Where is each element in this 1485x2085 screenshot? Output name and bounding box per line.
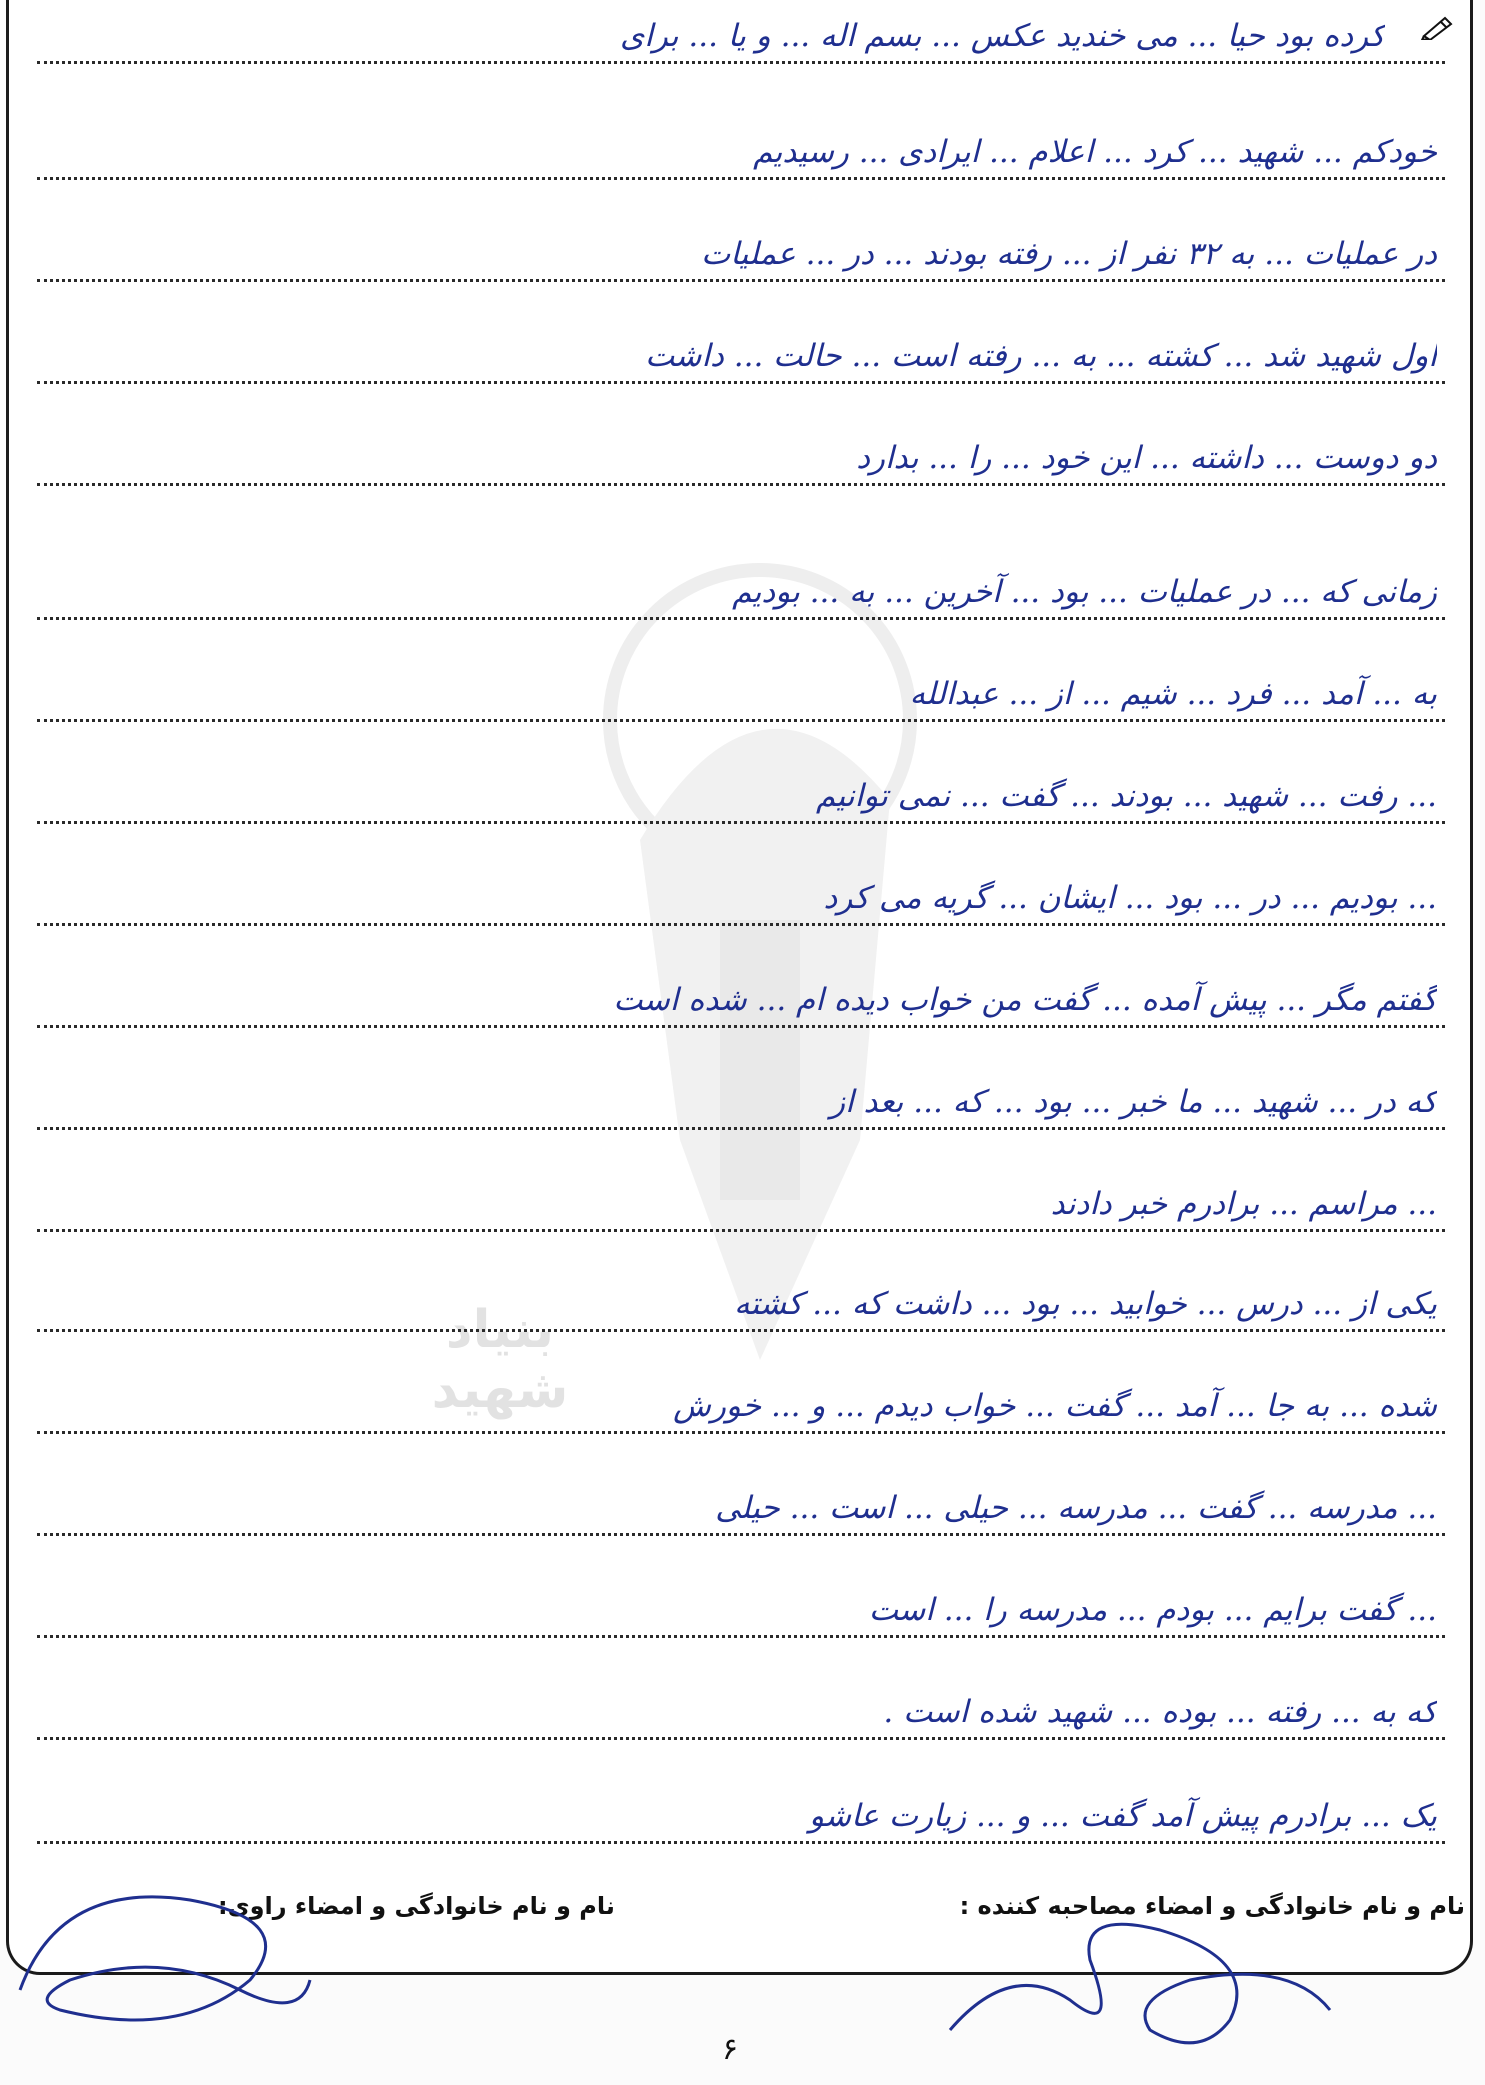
text-line (25, 1578, 1445, 1638)
handwritten-text: دو دوست ... داشته ... این خود ... را ... بدارد (856, 440, 1437, 476)
handwritten-text: خودکم ... شهید ... کرد ... اعلام ... ایرادی ... رسیدیم (753, 134, 1437, 170)
interviewer-signature (930, 1840, 1350, 2060)
text-line (25, 968, 1445, 1028)
handwritten-text: کرده بود حیا ... می خندید عکس ... بسم اله ... و یا ... برای (619, 18, 1385, 54)
text-line (25, 662, 1445, 722)
text-line (25, 1272, 1445, 1332)
handwritten-text: شده ... به جا ... آمد ... گفت ... خواب دیدم ... و ... خورش (673, 1388, 1437, 1424)
text-line (25, 1374, 1445, 1434)
text-line (25, 4, 1445, 64)
handwritten-text: یکی از ... درس ... خوابید ... بود ... داشت که ... کشته (734, 1286, 1437, 1322)
text-line (25, 1172, 1445, 1232)
text-line (25, 764, 1445, 824)
text-line (25, 866, 1445, 926)
handwritten-text: ... گفت برایم ... بودم ... مدرسه را ... است (868, 1592, 1437, 1628)
handwritten-text: گفتم مگر ... پیش آمده ... گفت من خواب دیده ام ... شده است (613, 982, 1437, 1018)
watermark-text: بنیاد شهید (431, 1300, 569, 1420)
handwritten-text: اول شهید شد ... کشته ... به ... رفته است ... حالت ... داشت (645, 338, 1437, 374)
interviewer-signature-label: نام و نام خانوادگی و امضاء مصاحبه کننده : (959, 1892, 1465, 1920)
text-line (25, 560, 1445, 620)
handwritten-text: ... مدرسه ... گفت ... مدرسه ... حیلی ... است ... حیلی (715, 1490, 1437, 1526)
handwritten-text: که به ... رفته ... بوده ... شهید شده است . (883, 1694, 1437, 1730)
text-line (25, 1784, 1445, 1844)
handwritten-text: ... مراسم ... برادرم خبر دادند (1050, 1186, 1437, 1222)
handwritten-text: ... رفت ... شهید ... بودند ... گفت ... نمی توانیم (816, 778, 1437, 814)
text-line (25, 324, 1445, 384)
text-line (25, 222, 1445, 282)
handwritten-text: در عملیات ... به ۳۲ نفر از ... رفته بودند ... در ... عملیات (701, 236, 1437, 272)
handwritten-text: یک ... برادرم پیش آمد گفت ... و ... زیارت عاشو (809, 1798, 1437, 1834)
handwritten-text: زمانی که ... در عملیات ... بود ... آخرین ... به ... بودیم (732, 574, 1437, 610)
page-number: ۶ (722, 2032, 739, 2067)
handwritten-text: به ... آمد ... فرد ... شیم ... از ... عبدالله (909, 676, 1437, 712)
text-line (25, 1476, 1445, 1536)
text-line (25, 1680, 1445, 1740)
narrator-signature (0, 1840, 360, 2040)
narrator-signature-label: نام و نام خانوادگی و امضاء راوی: (218, 1892, 615, 1920)
handwritten-text: ... بودیم ... در ... بود ... ایشان ... گریه می کرد (823, 880, 1437, 916)
text-line (25, 426, 1445, 486)
handwritten-text: که در ... شهید ... ما خبر ... بود ... که ... بعد از (830, 1084, 1437, 1120)
text-line (25, 120, 1445, 180)
text-line (25, 1070, 1445, 1130)
